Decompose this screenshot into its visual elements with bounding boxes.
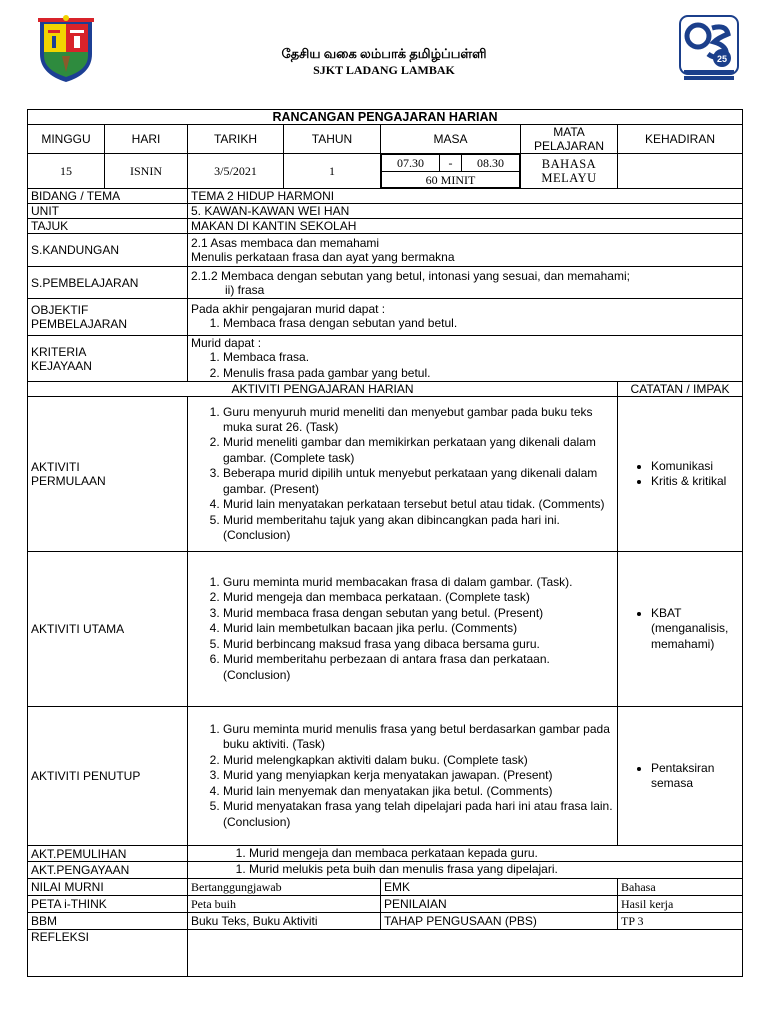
pengayaan-value bbox=[188, 862, 743, 878]
nilai-value: Bertanggungjawab bbox=[188, 878, 381, 895]
col-hari: HARI bbox=[105, 125, 188, 154]
utama-notes-list bbox=[621, 606, 739, 652]
masa-end: 08.30 bbox=[462, 155, 520, 172]
list-item: 6. Murid memberitahu perbezaan di antara frasa dan perkataan. (Conclusion) bbox=[223, 652, 614, 683]
emk-label: EMK bbox=[381, 878, 618, 895]
list-item: 1. Murid melukis peta buih dan menulis frasa yang dipelajari. bbox=[249, 862, 739, 877]
list-item: • Kritis & kritikal bbox=[651, 474, 739, 489]
objektif-label-line1: OBJEKTIF bbox=[31, 303, 89, 317]
tajuk-value: MAKAN DI KANTIN SEKOLAH bbox=[188, 219, 743, 234]
refleksi-value bbox=[188, 929, 743, 976]
list-item: 3. Murid membaca frasa dengan sebutan yang betul. (Present) bbox=[223, 606, 614, 621]
pemulihan-value bbox=[188, 846, 743, 862]
list-item: 2. Murid mengeja dan membaca perkataan. (Complete task) bbox=[223, 590, 614, 605]
masa-cell bbox=[381, 154, 521, 189]
lesson-plan-table bbox=[27, 109, 743, 977]
col-kehadiran: KEHADIRAN bbox=[618, 125, 743, 154]
list-item: 5. Murid berbincang maksud frasa yang dibaca bersama guru. bbox=[223, 637, 614, 652]
penutup-label: AKTIVITI PENUTUP bbox=[28, 707, 188, 846]
kriteria-list bbox=[191, 350, 739, 381]
col-tahun: TAHUN bbox=[284, 125, 381, 154]
objektif-list bbox=[191, 316, 739, 331]
kehadiran-value bbox=[618, 154, 743, 189]
list-item: 5. Murid memberitahu tajuk yang akan dibincangkan pada hari ini. (Conclusion) bbox=[223, 513, 614, 544]
sp-value bbox=[188, 267, 743, 299]
bbm-label: BBM bbox=[28, 912, 188, 929]
bidang-value: TEMA 2 HIDUP HARMONI bbox=[188, 189, 743, 204]
permulaan-list bbox=[191, 405, 614, 544]
permulaan-label bbox=[28, 397, 188, 552]
objektif-intro: Pada akhir pengajaran murid dapat : bbox=[191, 302, 386, 317]
bidang-label: BIDANG / TEMA bbox=[28, 189, 188, 204]
list-item: 1. Guru meminta murid membacakan frasa di dalam gambar. (Task). bbox=[223, 575, 614, 590]
tahap-value: TP 3 bbox=[618, 912, 743, 929]
list-item: 5. Murid menyatakan frasa yang telah dipelajari pada hari ini atau frasa lain. (Conclusion) bbox=[223, 799, 614, 830]
penutup-activities bbox=[188, 707, 618, 846]
col-minggu: MINGGU bbox=[28, 125, 105, 154]
masa-separator: - bbox=[439, 155, 461, 172]
sk-label: S.KANDUNGAN bbox=[28, 234, 188, 267]
list-item: 1. Membaca frasa. bbox=[223, 350, 739, 365]
masa-duration: 60 MINIT bbox=[382, 172, 520, 188]
col-mata-pelajaran: MATA PELAJARAN bbox=[521, 125, 618, 154]
list-item: • Pentaksiran semasa bbox=[651, 761, 739, 792]
masa-start: 07.30 bbox=[382, 155, 440, 172]
penutup-notes bbox=[618, 707, 743, 846]
list-item: 3. Murid yang menyiapkan kerja menyatakan jawapan. (Present) bbox=[223, 768, 614, 783]
pemulihan-list bbox=[191, 846, 739, 861]
list-item: • KBAT (menganalisis, memahami) bbox=[651, 606, 739, 652]
list-item: • Komunikasi bbox=[651, 459, 739, 474]
list-item: 3. Beberapa murid dipilih untuk menyebut perkataan yang dikenali dalam gambar. (Present) bbox=[223, 466, 614, 497]
list-item: 1. Guru menyuruh murid meneliti dan menyebut gambar pada buku teks muka surat 26. (Task) bbox=[223, 405, 614, 436]
unit-value: 5. KAWAN-KAWAN WEI HAN bbox=[188, 204, 743, 219]
school-name: SJKT LADANG LAMBAK bbox=[313, 63, 455, 77]
kriteria-intro: Murid dapat : bbox=[191, 336, 262, 351]
hari-value: ISNIN bbox=[105, 154, 188, 189]
list-item: 1. Guru meminta murid menulis frasa yang betul berdasarkan gambar pada buku aktiviti. (Task) bbox=[223, 722, 614, 753]
list-item: 1. Membaca frasa dengan sebutan yand betul. bbox=[223, 316, 739, 331]
page-header bbox=[0, 0, 768, 108]
activity-header-left: AKTIVITI PENGAJARAN HARIAN bbox=[28, 382, 618, 397]
kriteria-label-line2: KEJAYAAN bbox=[31, 358, 92, 373]
utama-list bbox=[191, 575, 614, 683]
kriteria-label-line1: KRITERIA bbox=[31, 344, 87, 359]
kriteria-label bbox=[28, 336, 188, 382]
kriteria-value bbox=[188, 336, 743, 382]
list-item: 4. Murid lain membetulkan bacaan jika perlu. (Comments) bbox=[223, 621, 614, 636]
utama-label: AKTIVITI UTAMA bbox=[28, 552, 188, 707]
list-item: 4. Murid lain menyatakan perkataan tersebut betul atau tidak. (Comments) bbox=[223, 497, 614, 512]
tahun-value: 1 bbox=[284, 154, 381, 189]
col-masa: MASA bbox=[381, 125, 521, 154]
penilaian-label: PENILAIAN bbox=[381, 895, 618, 912]
sp-label: S.PEMBELAJARAN bbox=[28, 267, 188, 299]
sk-line1: 2.1 Asas membaca dan memahami bbox=[191, 236, 380, 250]
penutup-notes-list bbox=[621, 761, 739, 792]
list-item: 1. Murid mengeja dan membaca perkataan kepada guru. bbox=[249, 846, 739, 861]
tajuk-label: TAJUK bbox=[28, 219, 188, 234]
unit-label: UNIT bbox=[28, 204, 188, 219]
svg-text:25: 25 bbox=[716, 54, 728, 64]
penilaian-value: Hasil kerja bbox=[618, 895, 743, 912]
permulaan-notes bbox=[618, 397, 743, 552]
activity-header-right: CATATAN / IMPAK bbox=[618, 382, 743, 397]
sp-line1: 2.1.2 Membaca dengan sebutan yang betul, intonasi yang sesuai, dan memahami; bbox=[191, 268, 630, 283]
permulaan-notes-list bbox=[621, 459, 739, 490]
peta-value: Peta buih bbox=[188, 895, 381, 912]
list-item: 2. Murid meneliti gambar dan memikirkan perkataan yang dikenali dalam gambar. (Complete task) bbox=[223, 435, 614, 466]
emk-value: Bahasa bbox=[618, 878, 743, 895]
utama-notes bbox=[618, 552, 743, 707]
sp-line2: ii) frasa bbox=[225, 282, 265, 297]
pengayaan-label: AKT.PENGAYAAN bbox=[28, 862, 188, 878]
permulaan-label-line1: AKTIVITI bbox=[31, 460, 80, 474]
objektif-label-line2: PEMBELAJARAN bbox=[31, 317, 128, 331]
sk-value bbox=[188, 234, 743, 267]
objektif-value bbox=[188, 299, 743, 336]
nilai-label: NILAI MURNI bbox=[28, 878, 188, 895]
list-item: 4. Murid lain menyemak dan menyatakan jika betul. (Comments) bbox=[223, 784, 614, 799]
bbm-value: Buku Teks, Buku Aktiviti bbox=[188, 912, 381, 929]
table-title: RANCANGAN PENGAJARAN HARIAN bbox=[28, 110, 743, 125]
tahap-label: TAHAP PENGUSAAN (PBS) bbox=[381, 912, 618, 929]
pengayaan-list bbox=[191, 862, 739, 877]
minggu-value: 15 bbox=[28, 154, 105, 189]
ministry-25-logo-icon bbox=[678, 14, 740, 84]
objektif-label bbox=[28, 299, 188, 336]
refleksi-label: REFLEKSI bbox=[28, 929, 188, 976]
permulaan-activities bbox=[188, 397, 618, 552]
sk-line2: Menulis perkataan frasa dan ayat yang bermakna bbox=[191, 250, 455, 264]
mata-pelajaran-value: BAHASA MELAYU bbox=[521, 154, 618, 189]
permulaan-label-line2: PERMULAAN bbox=[31, 474, 106, 488]
list-item: 2. Menulis frasa pada gambar yang betul. bbox=[223, 366, 739, 381]
masa-time-grid bbox=[381, 154, 520, 188]
col-tarikh: TARIKH bbox=[188, 125, 284, 154]
utama-activities bbox=[188, 552, 618, 707]
tarikh-value: 3/5/2021 bbox=[188, 154, 284, 189]
list-item: 2. Murid melengkapkan aktiviti dalam buku. (Complete task) bbox=[223, 753, 614, 768]
peta-label: PETA i-THINK bbox=[28, 895, 188, 912]
school-name-tamil: தேசிய வகை லம்பாக் தமிழ்ப்பள்ளி bbox=[281, 46, 487, 61]
pemulihan-label: AKT.PEMULIHAN bbox=[28, 846, 188, 862]
penutup-list bbox=[191, 722, 614, 830]
